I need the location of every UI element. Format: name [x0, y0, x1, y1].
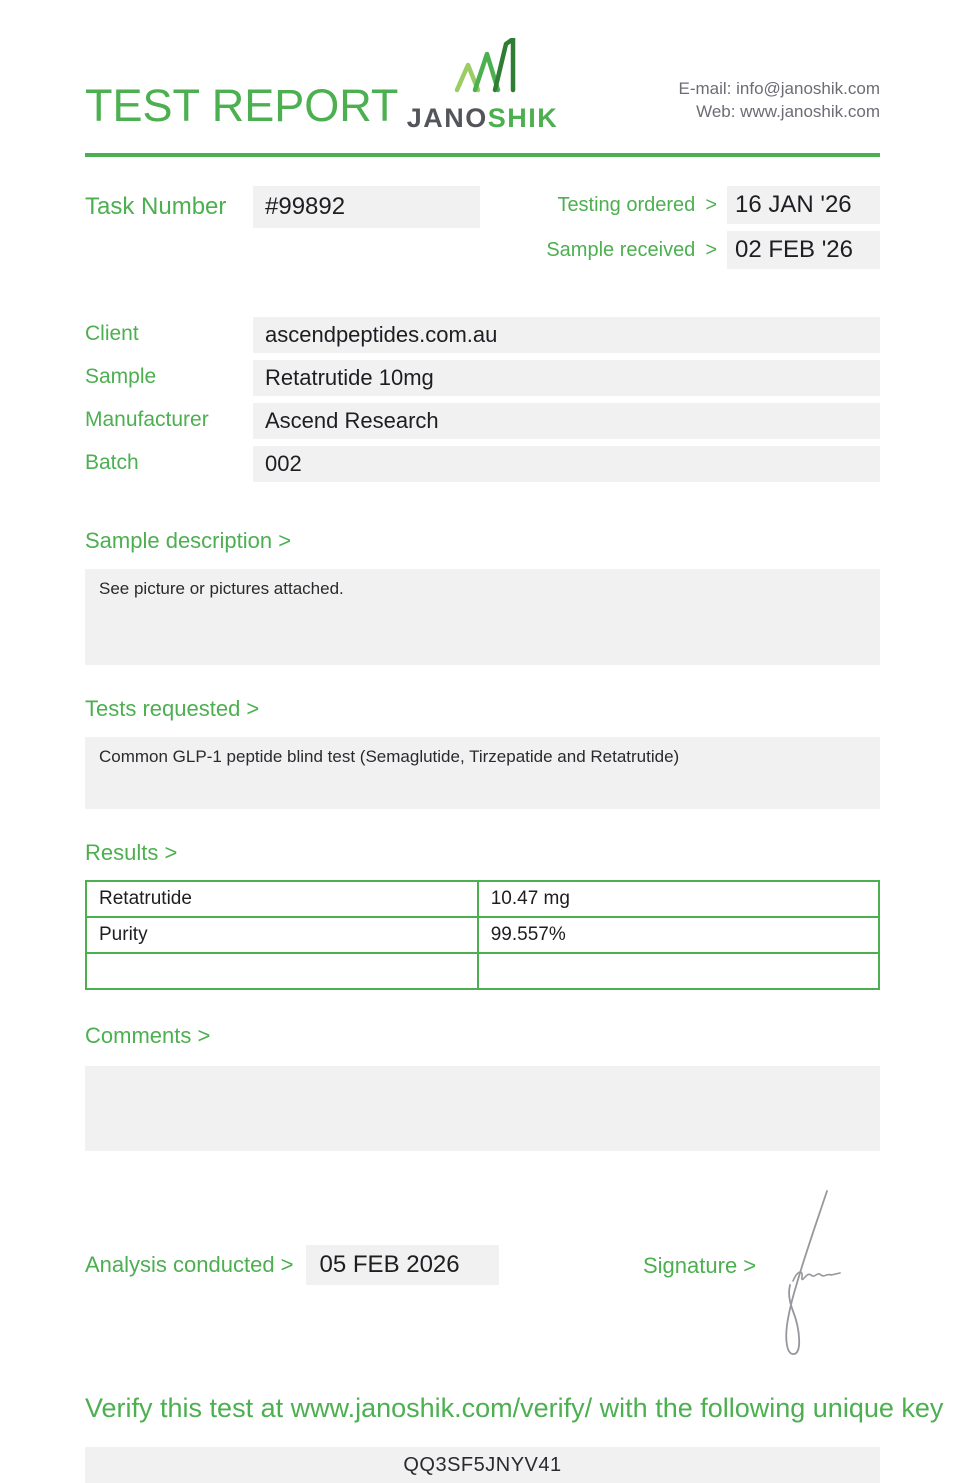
- manufacturer-label: Manufacturer: [85, 408, 209, 431]
- report-header: [85, 0, 880, 158]
- info-row-manufacturer: [85, 403, 880, 439]
- sample-label: Sample: [85, 365, 157, 388]
- result-value-cell: [478, 953, 879, 989]
- brand-wordmark-dark: JANO: [406, 103, 488, 133]
- handwritten-signature-icon: [763, 1183, 858, 1368]
- testing-ordered-value: 16 JAN '26: [727, 186, 880, 224]
- tests-requested-body: Common GLP-1 peptide blind test (Semaglutide, Tirzepatide and Retatrutide): [85, 737, 880, 809]
- verify-instruction: Verify this test at www.janoshik.com/verify/ with the following unique key: [85, 1393, 944, 1423]
- brand-wordmark: [398, 103, 568, 134]
- test-report-page: [85, 0, 944, 1483]
- sample-description-heading: Sample description >: [85, 528, 292, 553]
- task-section: [85, 186, 880, 269]
- comments-heading: Comments >: [85, 1023, 211, 1048]
- page-title: TEST REPORT: [85, 80, 399, 131]
- results-table: [85, 880, 880, 990]
- table-row: [86, 953, 879, 989]
- janoshik-logo: [398, 38, 568, 134]
- info-row-sample: [85, 360, 880, 396]
- arrow-glyph: >: [705, 193, 717, 216]
- contact-block: [679, 78, 881, 124]
- brand-wordmark-green: SHIK: [487, 103, 559, 133]
- info-row-batch: [85, 446, 880, 482]
- client-value: ascendpeptides.com.au: [253, 317, 880, 353]
- table-row: [86, 881, 879, 917]
- contact-email: E-mail: info@janoshik.com: [678, 79, 880, 98]
- header-divider: [85, 153, 880, 157]
- analysis-conducted-label: Analysis conducted >: [85, 1252, 294, 1277]
- sample-description-body: See picture or pictures attached.: [85, 569, 880, 665]
- task-number-row: [85, 186, 480, 269]
- testing-ordered-label: Testing ordered >: [557, 193, 717, 216]
- results-heading: Results >: [85, 840, 178, 865]
- sample-received-value: 02 FEB '26: [727, 231, 880, 269]
- result-name-cell: Purity: [86, 917, 478, 953]
- result-name-cell: Retatrutide: [86, 881, 478, 917]
- task-number-value: #99892: [253, 186, 480, 228]
- chart-peaks-icon: [444, 83, 522, 100]
- sample-info-block: [85, 317, 880, 482]
- result-value-cell: 10.47 mg: [478, 881, 879, 917]
- batch-label: Batch: [85, 451, 139, 474]
- batch-value: 002: [253, 446, 880, 482]
- table-row: [86, 917, 879, 953]
- client-label: Client: [85, 322, 139, 345]
- verify-key-value: QQ3SF5JNYV41: [85, 1447, 880, 1483]
- tests-requested-heading: Tests requested >: [85, 696, 260, 721]
- dates-block: [546, 186, 880, 269]
- analysis-date-value: 05 FEB 2026: [306, 1245, 499, 1285]
- sample-received-label: Sample received >: [546, 238, 717, 261]
- contact-web: Web: www.janoshik.com: [696, 101, 880, 121]
- signature-label: Signature >: [643, 1253, 757, 1278]
- task-number-label: Task Number: [85, 193, 227, 220]
- result-value-cell: 99.557%: [478, 917, 879, 953]
- info-row-client: [85, 317, 880, 353]
- comments-body: [85, 1066, 880, 1151]
- result-name-cell: [86, 953, 478, 989]
- signature-block: [643, 1253, 756, 1279]
- analysis-conducted-row: [85, 1245, 880, 1285]
- sample-value: Retatrutide 10mg: [253, 360, 880, 396]
- arrow-glyph: >: [705, 238, 717, 261]
- manufacturer-value: Ascend Research: [253, 403, 880, 439]
- analysis-signature-row: [85, 1245, 880, 1291]
